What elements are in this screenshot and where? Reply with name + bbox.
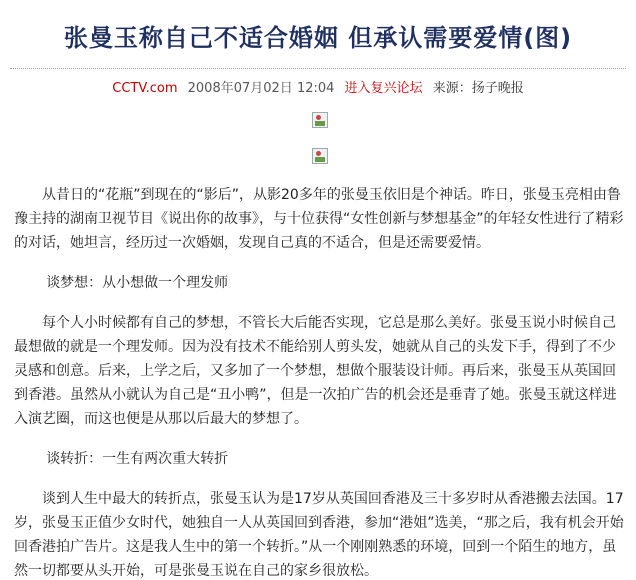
article-body	[14, 183, 626, 580]
paragraph: 从昔日的“花瓶”到现在的“影后”，从影20多年的张曼玉依旧是个神话。昨日，张曼玉亮相由鲁豫主持的湖南卫视节目《说出你的故事》，与十位获得“女性创新与梦想基金”的年轻女性进行了精彩的对话，她坦言，经历过一次婚姻，发现自己真的不适合，但是还需要爱情。	[14, 187, 624, 251]
source-site-link[interactable]: CCTV.com	[112, 81, 178, 96]
publish-datetime: 2008年07月02日 12:04	[187, 81, 335, 96]
section-heading: 谈转折：一生有两次重大转折	[46, 451, 229, 467]
article-title: 张曼玉称自己不适合婚姻 但承认需要爱情(图)	[63, 24, 573, 52]
article-meta	[0, 77, 636, 96]
broken-image-icon	[312, 148, 328, 164]
title-divider	[10, 68, 626, 69]
forum-link[interactable]: 进入复兴论坛	[344, 81, 423, 96]
broken-image-icon	[312, 112, 328, 128]
article-source: 来源：扬子晚报	[432, 81, 524, 96]
section-heading: 谈梦想：从小想做一个理发师	[46, 275, 229, 291]
paragraph: 每个人小时候都有自己的梦想，不管长大后能否实现，它总是那么美好。张曼玉说小时候自己最想做的就是一个理发师。因为没有技术不能给别人剪头发，她就从自己的头发下手，得到了不少灵感和创意。后来，上学之后，又多加了一个梦想，想做个服装设计师。再后来，张曼玉从英国回到香港。虽然从小就认为自己是“丑小鸭”，但是一次拍广告的机会还是垂青了她。张曼玉就这样进入演艺圈，而这也便是从那以后最大的梦想了。	[14, 315, 617, 427]
paragraph: 谈到人生中最大的转折点，张曼玉认为是17岁从英国回香港及三十多岁时从香港搬去法国。17岁，张曼玉正值少女时代，她独自一人从英国回到香港，参加“港姐”选美，“那之后，我有机会开始回香港拍广告片。这是我人生中的第一个转折。”从一个刚刚熟悉的环境，回到一个陌生的地方，虽然一切都要从头开始，可是张曼玉说在自己的家乡很放松。	[14, 491, 624, 579]
